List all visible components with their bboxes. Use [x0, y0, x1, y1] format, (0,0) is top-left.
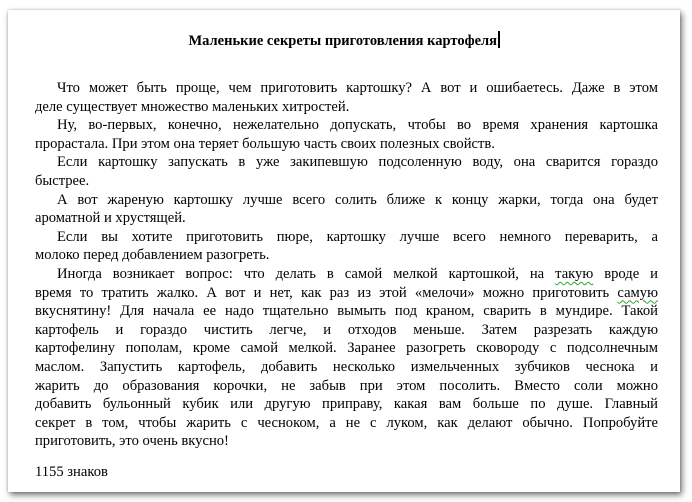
text-segment: маслом. Запустить картофель, добавить несколько измельченных зубчиков чеснока и [35, 358, 658, 375]
document-title [8, 31, 680, 50]
text-line [35, 246, 658, 265]
paragraph [35, 265, 658, 451]
text-line [35, 153, 658, 172]
text-line [35, 395, 658, 414]
text-segment: вроде и [593, 265, 658, 282]
document-title-text: Маленькие секреты приготовления картофеля [188, 33, 498, 49]
text-line [35, 339, 658, 358]
paragraph [35, 116, 658, 153]
text-line [35, 228, 658, 247]
text-segment: добавить бульонный кубик или другую приправу, какая вам больше по душе. Главный [35, 396, 658, 413]
text-segment: Ну, во-первых, конечно, нежелательно допускать, чтобы во время хранения картошка [57, 117, 658, 134]
text-segment: время то тратить жалко. А вот и нет, как раз из этой «мелочи» можно приготовить [35, 284, 618, 301]
text-line [35, 172, 658, 191]
text-line [35, 377, 658, 396]
text-segment: молоко перед добавлением разогреть. [35, 247, 270, 264]
text-line [35, 191, 658, 210]
paragraph [35, 191, 658, 228]
text-line [35, 284, 658, 303]
text-segment: секрет в том, чтобы жарить с чесноком, а не с луком, как делают обычно. Попробуйте [35, 414, 658, 431]
text-line [35, 79, 658, 98]
text-segment: прорастала. При этом она теряет большую часть своих полезных свойств. [35, 135, 495, 152]
text-segment: Если вы хотите приготовить пюре, картошку лучше всего немного переварить, а [57, 228, 658, 245]
text-line [35, 302, 658, 321]
text-line [35, 432, 658, 451]
paragraph [35, 153, 658, 190]
text-line [35, 414, 658, 433]
text-segment: Иногда возникает вопрос: что делать в самой мелкой картошкой, на [57, 265, 556, 282]
paragraph [35, 228, 658, 265]
text-line [35, 116, 658, 135]
text-line [35, 98, 658, 117]
text-segment: ароматной и хрустящей. [35, 210, 186, 227]
text-line [35, 321, 658, 340]
character-count: 1155 знаков [35, 464, 108, 480]
text-cursor [498, 31, 500, 48]
text-line [35, 209, 658, 228]
paragraph [35, 79, 658, 116]
text-line [35, 265, 658, 284]
text-segment: быстрее. [35, 172, 90, 189]
spelling-flagged-word[interactable]: самую [617, 284, 658, 301]
text-line [35, 135, 658, 154]
text-segment: Что может быть проще, чем приготовить картошку? А вот и ошибаетесь. Даже в этом [57, 80, 658, 96]
text-segment: деле существует множество маленьких хитростей. [35, 98, 350, 115]
text-segment: вкуснятину! Для начала ее надо тщательно вымыть под краном, сварить в мундире. Такой [35, 303, 658, 320]
spelling-flagged-word[interactable]: такую [555, 265, 594, 282]
document-page[interactable] [8, 10, 680, 492]
text-segment: картофель и гораздо чистить легче, и отходов меньше. Затем разрезать каждую [35, 321, 658, 338]
text-segment: А вот жареную картошку лучше всего солить ближе к концу жарки, тогда она будет [57, 191, 658, 208]
text-line [35, 358, 658, 377]
text-segment: Если картошку запускать в уже закипевшую подсоленную воду, она сварится гораздо [57, 154, 658, 171]
text-segment: жарить до образования корочки, не забыв при этом посолить. Вместо соли можно [35, 377, 658, 394]
text-segment: приготовить, это очень вкусно! [35, 433, 229, 450]
document-body[interactable] [35, 79, 658, 451]
text-segment: картофелину пополам, кроме самой мелкой. Заранее разогреть сковороду с подсолнечным [35, 340, 658, 357]
